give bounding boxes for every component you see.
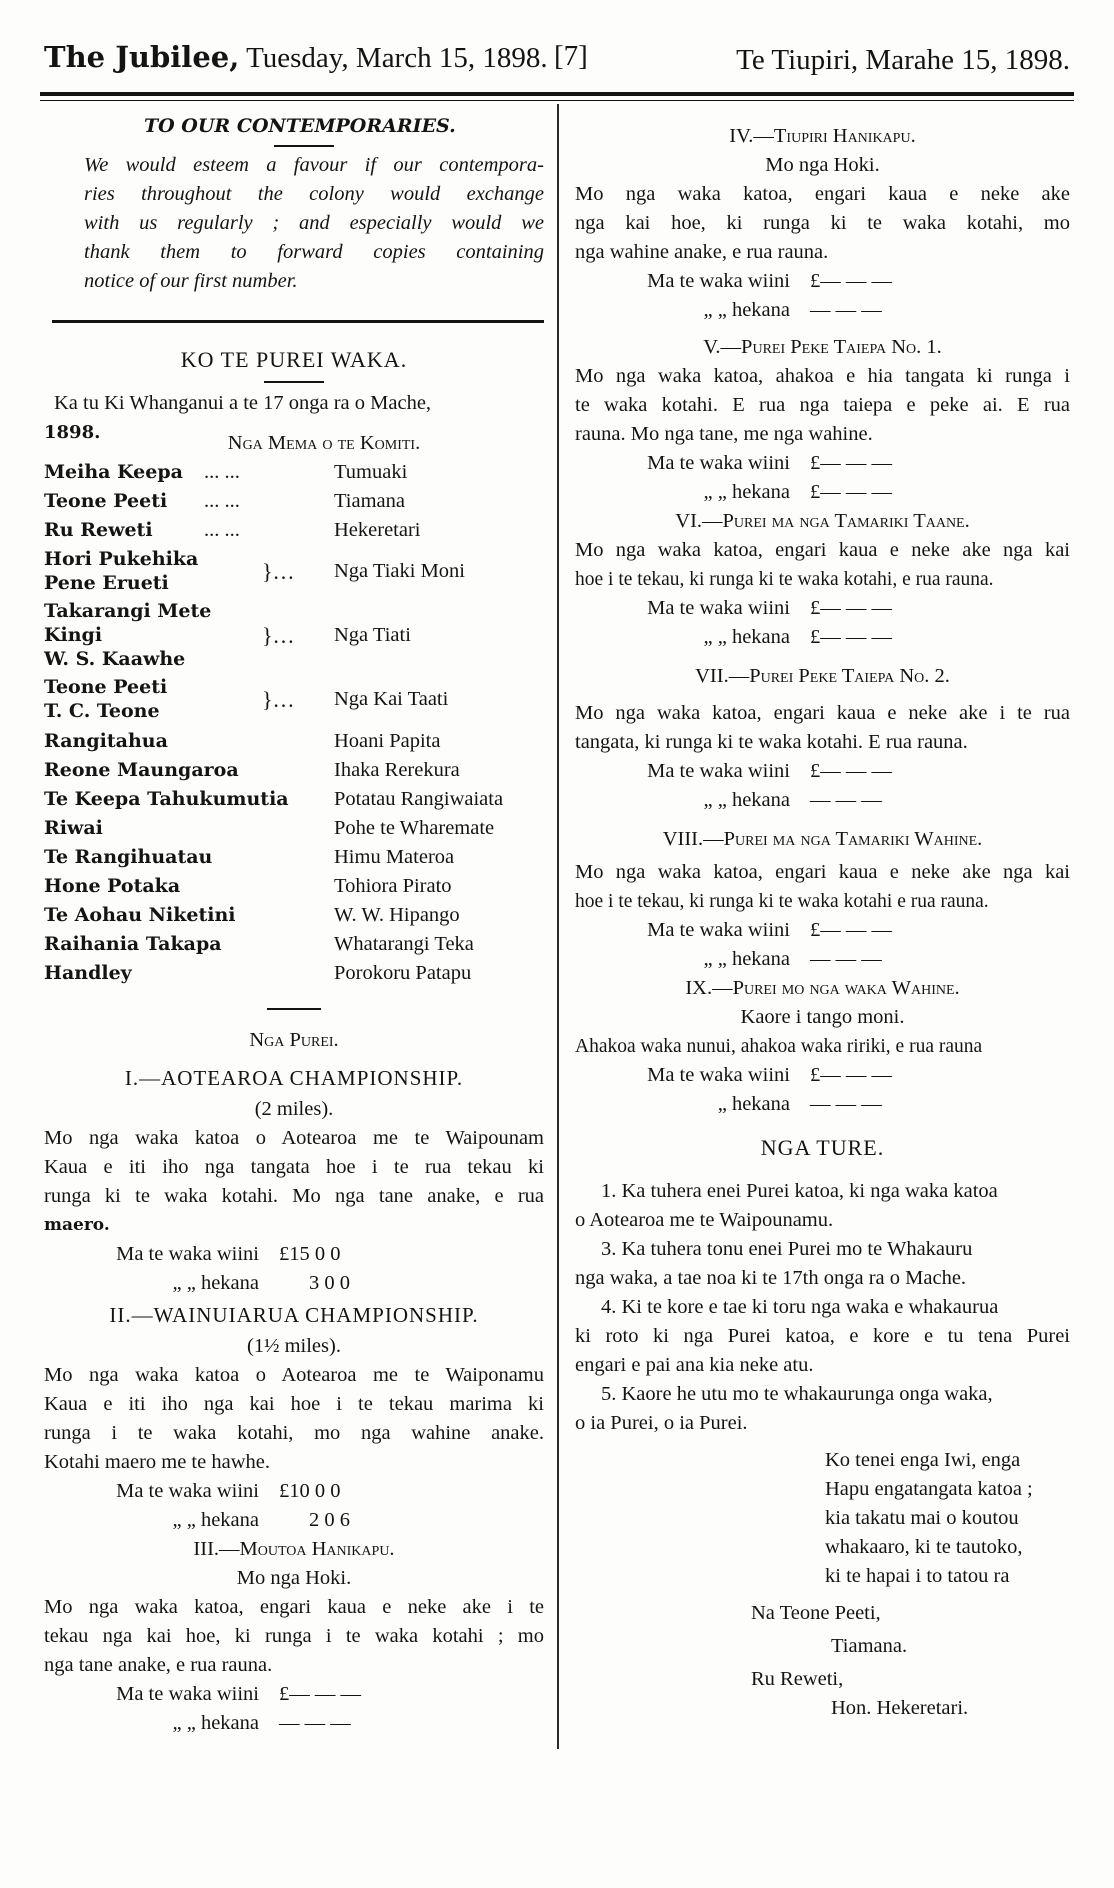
- race-5-title: V.—Purei Peke Taiepa No. 1.: [703, 336, 942, 358]
- group-name: Pene Erueti: [44, 572, 169, 594]
- member-pair: [44, 785, 544, 814]
- masthead-right: Te Tiupiri, Marahe 15, 1898.: [736, 44, 1070, 76]
- leader-dots: ... ...: [204, 490, 240, 512]
- committee-group: [44, 547, 544, 595]
- rule-line: ki roto ki nga Purei katoa, e kore e tu tena Purei: [575, 1325, 1070, 1347]
- signature-line: Na Teone Peeti,: [751, 1602, 881, 1624]
- race-6-title: VI.—Purei ma nga Tamariki Taane.: [675, 510, 970, 532]
- member-pair: [44, 872, 544, 901]
- divider: [264, 381, 324, 383]
- rule-line: 5. Kaore he utu mo te whakaurunga onga waka,: [601, 1383, 993, 1405]
- prize-label: „ „ hekana: [703, 948, 790, 970]
- race-2-body: runga i te waka kotahi, mo nga wahine anake.: [44, 1422, 544, 1444]
- header-rule: [40, 92, 1074, 96]
- race-9-body: Ahakoa waka nunui, ahakoa waka ririki, e rua rauna: [575, 1036, 983, 1057]
- group-names: [44, 675, 262, 723]
- race-1-title: I.—AOTEAROA CHAMPIONSHIP.: [124, 1066, 464, 1090]
- race-9-sub: Kaore i tango moni.: [740, 1006, 905, 1028]
- race-8-body: hoe i te tekau, ki runga ki te waka kotahi e rua rauna.: [575, 891, 989, 912]
- race-3-body: tekau nga kai hoe, ki runga i te waka kotahi ; mo: [44, 1625, 544, 1647]
- member-left: Hone Potaka: [44, 875, 181, 897]
- prize-label: „ hekana: [717, 1093, 790, 1115]
- member-right: Ihaka Rerekura: [334, 759, 460, 781]
- rule-line: 4. Ki te kore e tae ki toru nga waka e whakaurua: [601, 1296, 999, 1318]
- prize-value: £— — —: [279, 1683, 361, 1705]
- prize-value: £— — —: [810, 481, 892, 503]
- prize-value: — — —: [279, 1712, 351, 1734]
- races-heading: Nga Purei.: [249, 1029, 339, 1051]
- group-name: W. S. Kaawhe: [44, 648, 186, 670]
- closing-text: [575, 1446, 1070, 1591]
- closing-line: ki te hapai i to tatou ra: [825, 1565, 1010, 1587]
- race-4-body: nga kai hoe, ki runga ki te waka kotahi, mo: [575, 212, 1070, 234]
- committee-role: Tiamana: [334, 490, 405, 512]
- race-5-body: rauna. Mo nga tane, me nga wahine.: [575, 423, 873, 445]
- race-2-body: Mo nga waka katoa o Aotearoa me te Waiponamu: [44, 1364, 544, 1386]
- masthead: [44, 30, 1070, 86]
- prize-value: £— — —: [810, 597, 892, 619]
- race-3-body: nga tane anake, e rua rauna.: [44, 1654, 273, 1676]
- race-3-body: Mo nga waka katoa, engari kaua e neke ake i te: [44, 1596, 544, 1618]
- committee-heading: Nga Mema o te Komiti.: [227, 432, 421, 454]
- contemporaries-section: [44, 112, 544, 296]
- race-7-body: Mo nga waka katoa, engari kaua e neke ake i te rua: [575, 702, 1070, 724]
- member-left: Riwai: [44, 817, 103, 839]
- member-left: Te Rangihuatau: [44, 846, 213, 868]
- member-right: Himu Materoa: [334, 846, 455, 868]
- race-2-body: Kaua e iti iho nga kai hoe i te tekau marima ki: [44, 1393, 544, 1415]
- prize-label: „ „ hekana: [703, 626, 790, 648]
- prize-label: Ma te waka wiini: [647, 270, 790, 292]
- prize-row: [575, 267, 1070, 296]
- prize-row: [44, 1709, 544, 1738]
- race-7-body: tangata, ki runga ki te waka kotahi. E rua rauna.: [575, 731, 968, 753]
- prize-label: Ma te waka wiini: [647, 919, 790, 941]
- signature-line: Ru Reweti,: [751, 1668, 844, 1690]
- prize-value: £— — —: [810, 452, 892, 474]
- prize-value: — — —: [810, 299, 882, 321]
- race-1-body: runga ki te waka kotahi. Mo nga tane anake, e rua: [44, 1185, 544, 1207]
- prize-value: £— — —: [810, 1064, 892, 1086]
- column-divider: [557, 104, 559, 1749]
- member-right: W. W. Hipango: [334, 904, 460, 926]
- race-1-body: Mo nga waka katoa o Aotearoa me te Waipounam: [44, 1127, 544, 1149]
- prize-value: £— — —: [810, 919, 892, 941]
- contemporaries-line: thank them to forward copies containing: [84, 241, 544, 263]
- prize-value: — — —: [810, 948, 882, 970]
- committee-row: [44, 487, 544, 516]
- signature-line: Tiamana.: [831, 1635, 908, 1657]
- contemporaries-title: TO OUR CONTEMPORARIES.: [144, 115, 456, 137]
- prize-label: Ma te waka wiini: [647, 597, 790, 619]
- race-8-title: VIII.—Purei ma nga Tamariki Wahine.: [662, 828, 983, 850]
- page-number: [7]: [554, 40, 588, 72]
- committee-role: Hekeretari: [334, 519, 421, 541]
- prize-row: [44, 1680, 544, 1709]
- prize-value: 3 0 0: [309, 1272, 350, 1294]
- rule-line: engari e pai ana kia neke atu.: [575, 1354, 814, 1376]
- prize-row: [44, 1240, 544, 1269]
- signatures: [575, 1599, 1070, 1723]
- prize-row: [575, 1061, 1070, 1090]
- prize-row: [575, 916, 1070, 945]
- divider: [267, 1008, 321, 1010]
- member-pair: [44, 901, 544, 930]
- divider: [274, 145, 334, 147]
- prize-row: [44, 1477, 544, 1506]
- prize-value: £— — —: [810, 270, 892, 292]
- member-left: Rangitahua: [44, 730, 168, 752]
- group-name: T. C. Teone: [44, 700, 160, 722]
- prize-value: £— — —: [810, 626, 892, 648]
- closing-line: kia takatu mai o koutou: [825, 1507, 1019, 1529]
- member-pair: [44, 756, 544, 785]
- committee-group: [44, 599, 544, 671]
- race-4-body: nga wahine anake, e rua rauna.: [575, 241, 829, 263]
- closing-line: whakaaro, ki te tautoko,: [825, 1536, 1023, 1558]
- race-4-body: Mo nga waka katoa, engari kaua e neke ake: [575, 183, 1070, 205]
- prize-label: „ „ hekana: [703, 481, 790, 503]
- prize-row: [575, 757, 1070, 786]
- left-column: [44, 112, 544, 1738]
- member-right: Pohe te Wharemate: [334, 817, 495, 839]
- member-right: Porokoru Patapu: [334, 962, 472, 984]
- group-role: Nga Tiaki Moni: [334, 559, 465, 582]
- prize-label: „ „ hekana: [172, 1712, 259, 1734]
- race-6-body: hoe i te tekau, ki runga ki te waka kotahi, e rua rauna.: [575, 569, 994, 590]
- contemporaries-line: with us regularly ; and especially would we: [84, 212, 544, 234]
- prize-row: [575, 945, 1070, 974]
- prize-value: 2 0 6: [309, 1509, 350, 1531]
- rule-line: nga waka, a tae noa ki te 17th onga ra o Mache.: [575, 1267, 967, 1289]
- race-3-sub: Mo nga Hoki.: [236, 1567, 352, 1589]
- leader-dots: ... ...: [204, 519, 240, 541]
- group-name: Hori Pukehika: [44, 548, 199, 570]
- masthead-left: [44, 40, 548, 75]
- prize-label: Ma te waka wiini: [647, 1064, 790, 1086]
- race-4-sub: Mo nga Hoki.: [765, 154, 880, 176]
- race-5-body: te waka kotahi. E rua nga taiepa e peke ai. E rua: [575, 394, 1070, 416]
- race-1-sub: (2 miles).: [254, 1098, 334, 1120]
- purei-waka-intro: Ka tu Ki Whanganui a te 17 onga ra o Mache,: [54, 392, 432, 414]
- member-pair: [44, 814, 544, 843]
- member-right: Tohiora Pirato: [334, 875, 452, 897]
- closing-line: Ko tenei enga Iwi, enga: [825, 1449, 1021, 1471]
- race-9-title: IX.—Purei mo nga waka Wahine.: [685, 977, 960, 999]
- section-rule: [52, 320, 544, 323]
- member-left: Te Aohau Niketini: [44, 904, 236, 926]
- prize-row: [575, 449, 1070, 478]
- contemporaries-line: notice of our first number.: [84, 270, 298, 292]
- leader-dots: ... ...: [204, 461, 240, 483]
- prize-value: £15 0 0: [279, 1243, 341, 1265]
- race-6-body: Mo nga waka katoa, engari kaua e neke ake nga kai: [575, 539, 1070, 561]
- prize-label: „ „ hekana: [172, 1509, 259, 1531]
- prize-value: — — —: [810, 789, 882, 811]
- member-left: Handley: [44, 962, 132, 984]
- race-1-body: Kaua e iti iho nga tangata hoe i te rua tekau ki: [44, 1156, 544, 1178]
- prize-row: [575, 1090, 1070, 1119]
- brace: }…: [262, 622, 295, 648]
- member-left: Reone Maungaroa: [44, 759, 239, 781]
- race-1-body: maero.: [44, 1215, 110, 1235]
- purei-waka-year: 1898.: [44, 422, 101, 443]
- prize-label: Ma te waka wiini: [647, 760, 790, 782]
- member-left: Te Keepa Tahukumutia: [44, 788, 289, 810]
- group-role: Nga Kai Taati: [334, 687, 449, 710]
- prize-value: £10 0 0: [279, 1480, 341, 1502]
- group-names: [44, 599, 262, 671]
- committee-list: [44, 458, 544, 988]
- masthead-date: Tuesday, March 15, 1898.: [246, 42, 548, 74]
- committee-name: Meiha Keepa: [44, 461, 183, 483]
- group-name: Takarangi Mete Kingi: [44, 600, 212, 646]
- member-pair: [44, 959, 544, 988]
- prize-label: „ „ hekana: [172, 1272, 259, 1294]
- committee-name: Ru Reweti: [44, 519, 153, 541]
- member-right: Whatarangi Teka: [334, 933, 474, 955]
- contemporaries-line: ries throughout the colony would exchange: [84, 183, 544, 205]
- brace: }…: [262, 686, 295, 712]
- brace: }…: [262, 558, 295, 584]
- committee-role: Tumuaki: [334, 461, 408, 483]
- signature-line: Hon. Hekeretari.: [831, 1697, 969, 1719]
- committee-row: [44, 458, 544, 487]
- prize-row: [575, 478, 1070, 507]
- prize-value: — — —: [810, 1093, 882, 1115]
- prize-row: [575, 296, 1070, 325]
- group-names: [44, 547, 262, 595]
- right-column: [575, 112, 1070, 1723]
- race-5-body: Mo nga waka katoa, ahakoa e hia tangata ki runga i: [575, 365, 1070, 387]
- rule-line: o ia Purei, o ia Purei.: [575, 1412, 748, 1434]
- prize-label: Ma te waka wiini: [116, 1683, 259, 1705]
- ture-title: NGA TURE.: [760, 1135, 885, 1160]
- race-4-title: IV.—Tiupiri Hanikapu.: [729, 125, 916, 147]
- race-2-title: II.—WAINUIARUA CHAMPIONSHIP.: [109, 1303, 479, 1327]
- group-name: Teone Peeti: [44, 676, 168, 698]
- prize-label: „ „ hekana: [703, 789, 790, 811]
- rule-line: 3. Ka tuhera tonu enei Purei mo te Whakauru: [601, 1238, 973, 1260]
- member-right: Potatau Rangiwaiata: [334, 788, 504, 810]
- prize-value: £— — —: [810, 760, 892, 782]
- committee-name: Teone Peeti: [44, 490, 168, 512]
- race-3-title: III.—Moutoa Hanikapu.: [193, 1538, 395, 1560]
- member-pair: [44, 930, 544, 959]
- prize-label: Ma te waka wiini: [116, 1243, 259, 1265]
- prize-label: Ma te waka wiini: [647, 452, 790, 474]
- member-left: Raihania Takapa: [44, 933, 222, 955]
- member-right: Hoani Papita: [334, 730, 441, 752]
- prize-row: [44, 1269, 544, 1298]
- prize-row: [575, 623, 1070, 652]
- prize-row: [575, 594, 1070, 623]
- group-role: Nga Tiati: [334, 623, 411, 646]
- contemporaries-line: We would esteem a favour if our contempora-: [84, 154, 544, 176]
- committee-row: [44, 516, 544, 545]
- masthead-title: The Jubilee,: [44, 40, 240, 74]
- prize-row: [44, 1506, 544, 1535]
- race-2-body: Kotahi maero me te hawhe.: [44, 1451, 270, 1473]
- header-rule-thin: [40, 100, 1074, 101]
- prize-label: „ „ hekana: [703, 299, 790, 321]
- rule-line: 1. Ka tuhera enei Purei katoa, ki nga waka katoa: [601, 1180, 998, 1202]
- race-7-title: VII.—Purei Peke Taiepa No. 2.: [695, 665, 950, 687]
- prize-label: Ma te waka wiini: [116, 1480, 259, 1502]
- member-pair: [44, 843, 544, 872]
- rule-line: o Aotearoa me te Waipounamu.: [575, 1209, 834, 1231]
- prize-row: [575, 786, 1070, 815]
- race-2-sub: (1½ miles).: [247, 1335, 341, 1357]
- closing-line: Hapu engatangata katoa ;: [825, 1478, 1033, 1500]
- purei-waka-title: KO TE PUREI WAKA.: [180, 347, 408, 372]
- rules-list: [575, 1177, 1070, 1438]
- member-pair: [44, 727, 544, 756]
- race-8-body: Mo nga waka katoa, engari kaua e neke ake nga kai: [575, 861, 1070, 883]
- committee-group: [44, 675, 544, 723]
